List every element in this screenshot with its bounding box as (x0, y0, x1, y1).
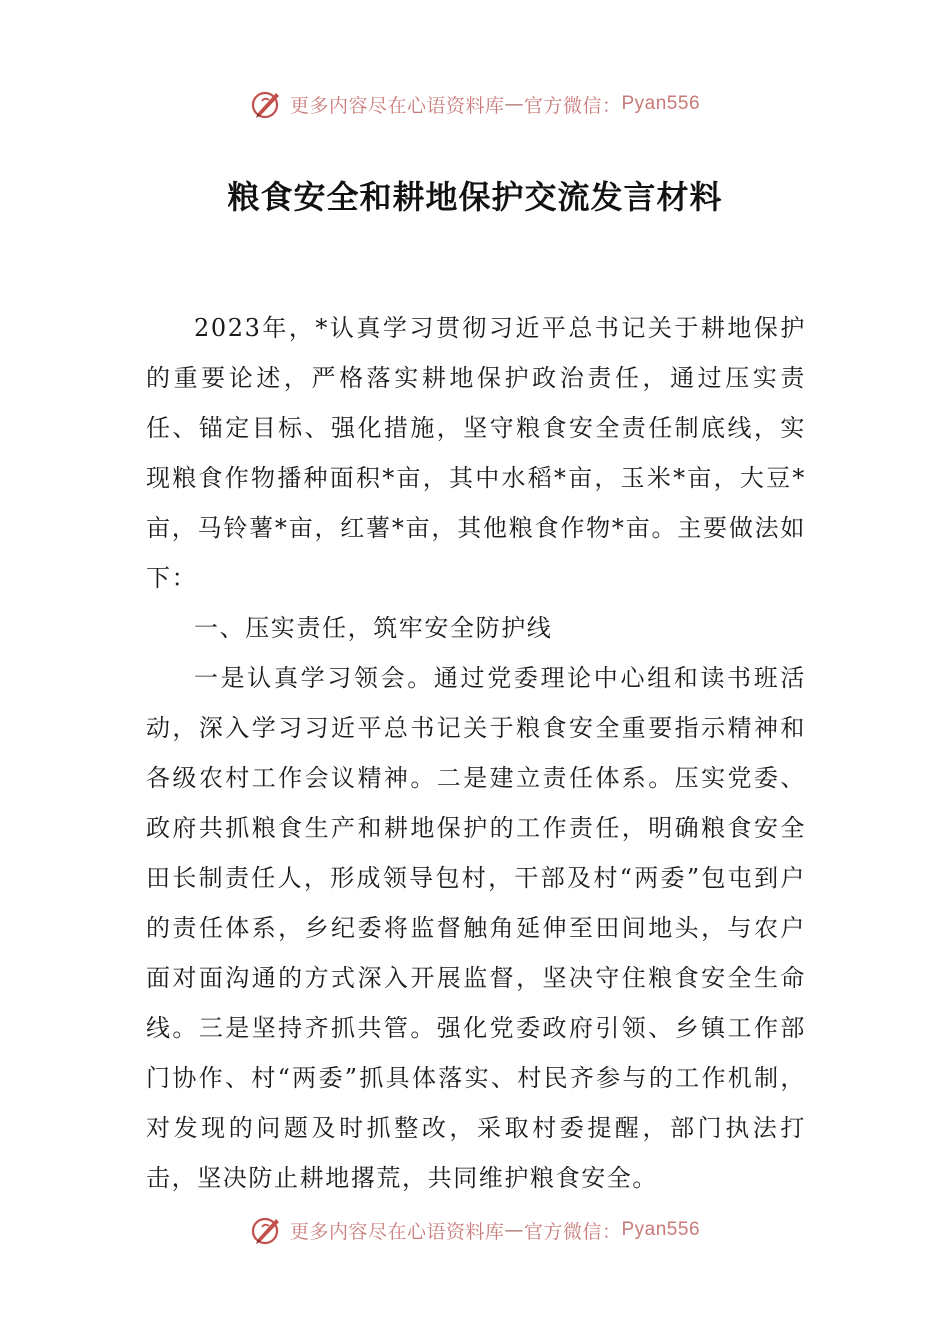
header-watermark (0, 84, 950, 124)
document-title: 粮食安全和耕地保护交流发言材料 (227, 178, 723, 216)
pen-logo-icon (250, 1213, 284, 1247)
watermark-text: 更多内容尽在心语资料库 (289, 1220, 505, 1243)
intro-paragraph: 2023年，*认真学习贯彻习近平总书记关于耕地保护的重要论述，严格落实耕地保护政治责任，通过压实责任、锚定目标、强化措施，坚守粮食安全责任制底线，实现粮食作物播种面积*亩，其中水稻*亩，玉米*亩，大豆*亩，马铃薯*亩，红薯*亩，其他粮食作物*亩。主要做法如下： (146, 314, 806, 592)
watermark-text: 更多内容尽在心语资料库 (289, 94, 505, 117)
watermark-wechat-id: Pyan556 (621, 93, 701, 114)
watermark-label: 官方微信： (523, 94, 622, 117)
section-1-paragraph: 一是认真学习领会。通过党委理论中心组和读书班活动，深入学习习近平总书记关于粮食安全重要指示精神和各级农村工作会议精神。二是建立责任体系。压实党委、政府共抓粮食生产和耕地保护的工作责任，明确粮食安全田长制责任人，形成领导包村，干部及村“两委”包屯到户的责任体系，乡纪委将监督触角延伸至田间地头，与农户面对面沟通的方式深入开展监督，坚决守住粮食安全生命线。三是坚持齐抓共管。强化党委政府引领、乡镇工作部门协作、村“两委”抓具体落实、村民齐参与的工作机制，对发现的问题及时抓整改，采取村委提醒，部门执法打击，坚决防止耕地撂荒，共同维护粮食安全。 (146, 664, 806, 1192)
watermark-label: 官方微信： (523, 1220, 622, 1243)
watermark-wechat-id: Pyan556 (621, 1219, 701, 1240)
document-body (146, 303, 806, 1203)
section-heading-1: 一、压实责任，筑牢安全防护线 (194, 614, 553, 642)
footer-watermark (0, 1210, 950, 1250)
watermark-dash: — (504, 1219, 524, 1241)
pen-logo-icon (250, 87, 284, 121)
watermark-dash: — (504, 93, 524, 115)
